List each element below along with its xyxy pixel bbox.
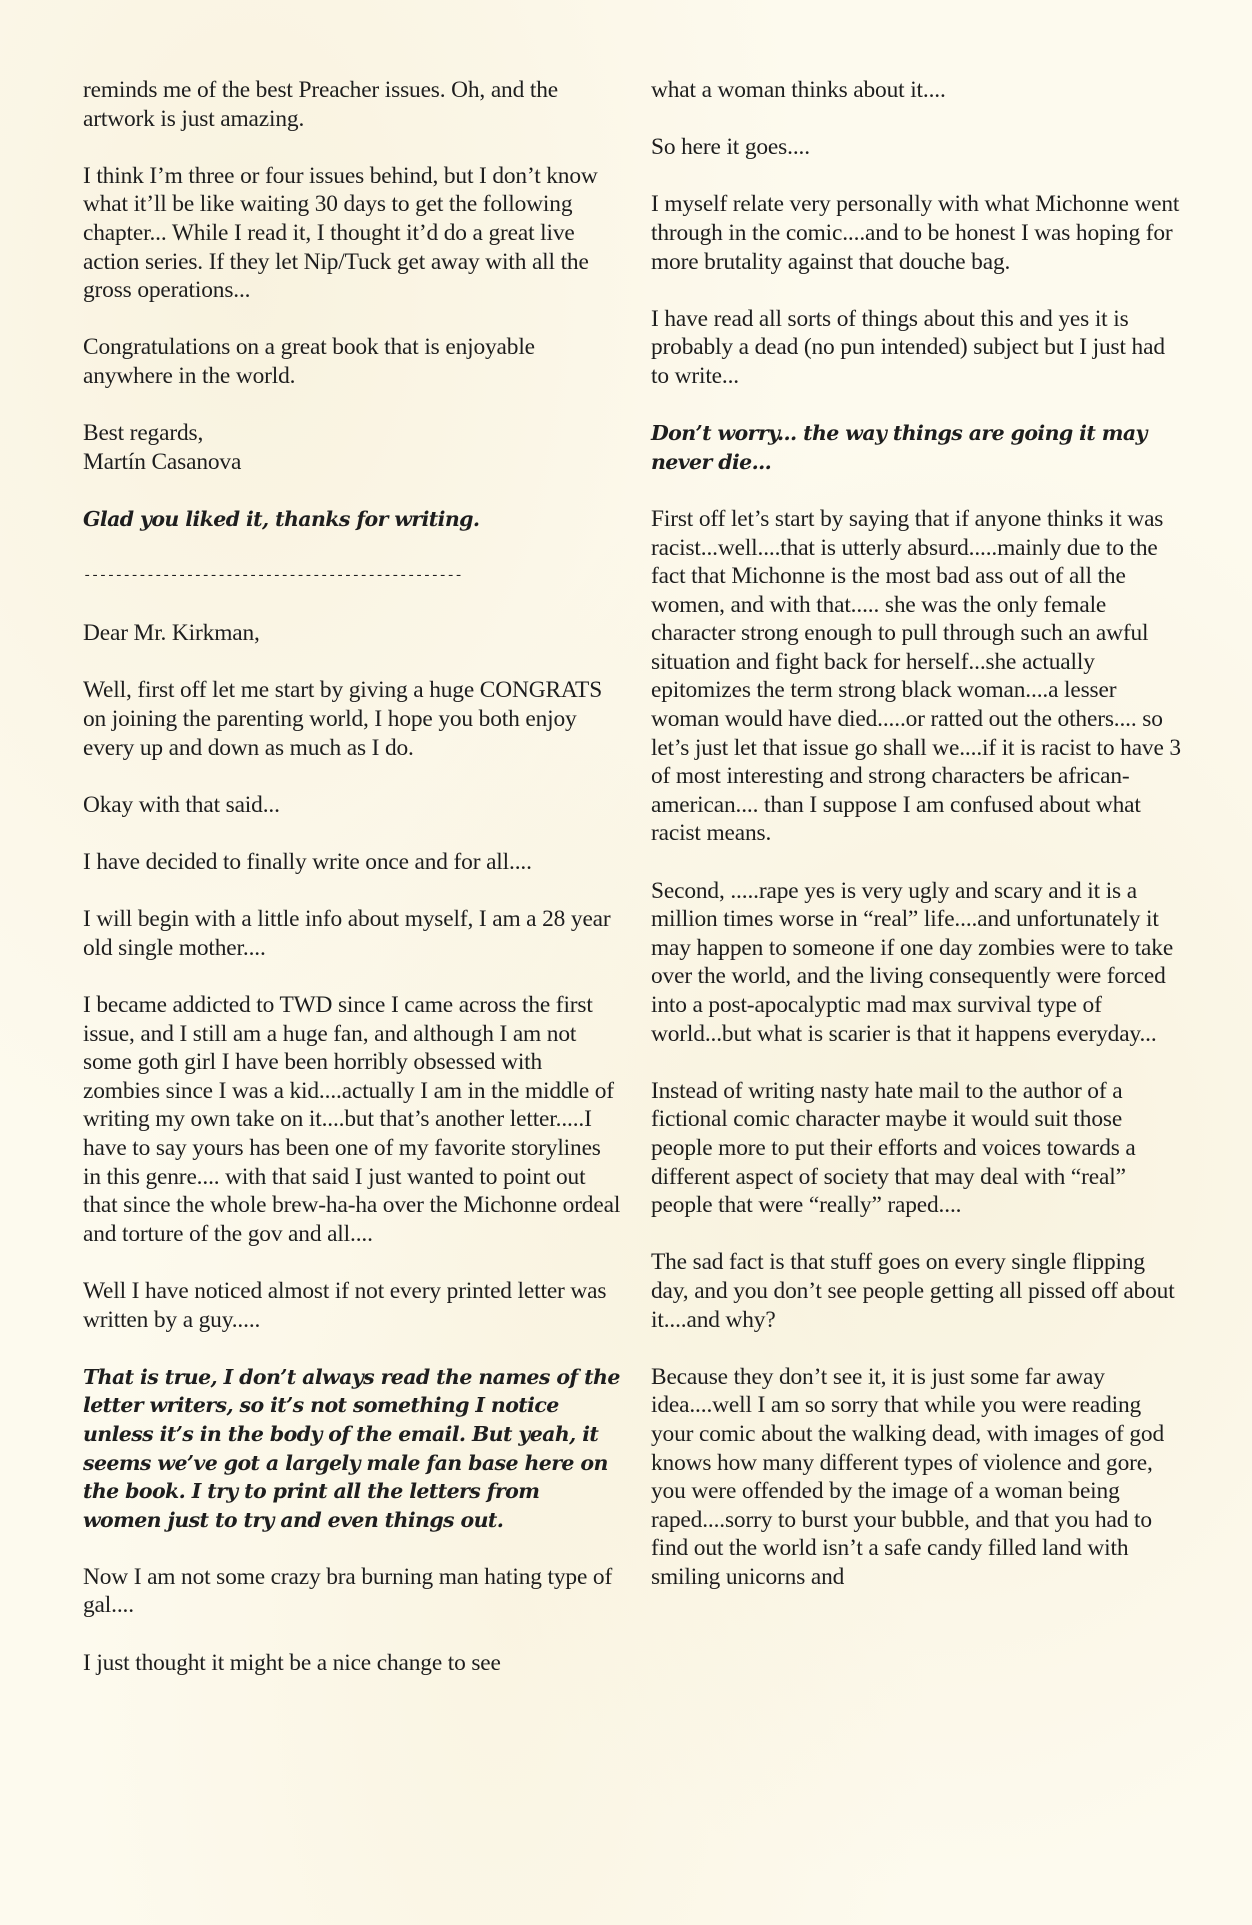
letter-paragraph: I myself relate very personally with what Michonne went through in the comic....and to be honest I was hoping for more brutality against that douche bag. xyxy=(651,191,1180,275)
letter-paragraph: Now I am not some crazy bra burning man hating type of gal.... xyxy=(83,1563,613,1619)
editor-reply: That is true, I don’t always read the names of the letter writers, so it’s not something I notice unless it’s in the body of the email. But yeah, it seems we’ve got a largely male fan base here on the book. I try to print all the letters from women just to try and even things out. xyxy=(83,1364,620,1532)
sign-off: Best regards, xyxy=(83,420,204,447)
letter-salutation: Dear Mr. Kirkman, xyxy=(83,620,260,647)
letter-paragraph: I have read all sorts of things about this and yes it is probably a dead (no pun intended) subject but I just had to write... xyxy=(651,305,1165,389)
letter-paragraph: I became addicted to TWD since I came across the first issue, and I still am a huge fan, and although I am not some goth girl I have been horribly obsessed with zombies since I was a kid....actually I am in the middle of writing my own take on it....but that’s another letter.....I have to say yours has been one of my favorite storylines in this genre.... with that said I just wanted to point out that since the whole brew-ha-ha over the Michonne ordeal and torture of the gov and all.... xyxy=(83,992,621,1247)
letter-paragraph: Congratulations on a great book that is enjoyable anywhere in the world. xyxy=(83,334,535,389)
letter-paragraph: I think I’m three or four issues behind, but I don’t know what it’ll be like waiting 30 days to get the following chapter... While I read it, I thought it’d do a great live action series. If they let Nip/Tuck get away with all the gross operations... xyxy=(83,162,598,304)
letter-paragraph: I just thought it might be a nice change to see xyxy=(83,1649,501,1676)
letter-paragraph: Instead of writing nasty hate mail to the author of a fictional comic character maybe it would suit those people more to put their efforts and voices towards a different aspect of society that may deal with “real” people that were “really” raped.... xyxy=(651,1077,1136,1219)
editor-reply: Don’t worry... the way things are going it may never die... xyxy=(651,421,1147,474)
letter-paragraph: Because they don’t see it, it is just some far away idea....well I am so sorry that while you were reading your comic about the walking dead, with images of god knows how many different types of violence and gore, you were offended by the image of a woman being raped....sorry to burst your bubble, and that you had to find out the world isn’t a safe candy filled land with smiling unicorns and xyxy=(651,1363,1165,1590)
signature: Martín Casanova xyxy=(83,448,242,475)
letter-divider: ------------------------------------------------ xyxy=(83,568,463,585)
letter-paragraph: Okay with that said... xyxy=(83,791,280,818)
letter-paragraph: Second, .....rape yes is very ugly and scary and it is a million times worse in “real” life....and unfortunately it may happen to someone if one day zombies were to take over the world, and the living consequently were forced into a post-apocalyptic mad max survival type of world...but what is scarier is that it happens everyday... xyxy=(651,877,1174,1047)
letter-paragraph: reminds me of the best Preacher issues. Oh, and the artwork is just amazing. xyxy=(83,77,558,132)
editor-reply: Glad you liked it, thanks for writing. xyxy=(83,506,480,531)
letter-paragraph: I will begin with a little info about myself, I am a 28 year old single mother.... xyxy=(83,906,611,961)
letter-paragraph: what a woman thinks about it.... xyxy=(651,77,946,103)
right-column xyxy=(651,76,1187,1620)
left-column xyxy=(83,76,623,1706)
letter-paragraph: First off let’s start by saying that if anyone thinks it was racist...well....that is utterly absurd.....mainly due to the fact that Michonne is the most bad ass out of all the women, and with that..... she was the only female character strong enough to pull through such an awful situation and fight back for herself...she actually epitomizes the term strong black woman....a lesser woman would have died.....or ratted out the others.... so let’s just let that issue go shall we....if it is racist to have 3 of most interesting and strong characters be african-american.... than I suppose I am confused about what racist means. xyxy=(651,505,1181,847)
letter-paragraph: Well I have noticed almost if not every printed letter was written by a guy..... xyxy=(83,1277,607,1333)
letter-paragraph: Well, first off let me start by giving a huge CONGRATS on joining the parenting world, I hope you both enjoy every up and down as much as I do. xyxy=(83,677,603,761)
letter-paragraph: So here it goes.... xyxy=(651,134,810,161)
letter-signature-block xyxy=(83,419,623,476)
letter-paragraph: I have decided to finally write once and for all.... xyxy=(83,849,532,876)
letter-paragraph: The sad fact is that stuff goes on every single flipping day, and you don’t see people getting all pissed off about it....and why? xyxy=(651,1249,1175,1333)
